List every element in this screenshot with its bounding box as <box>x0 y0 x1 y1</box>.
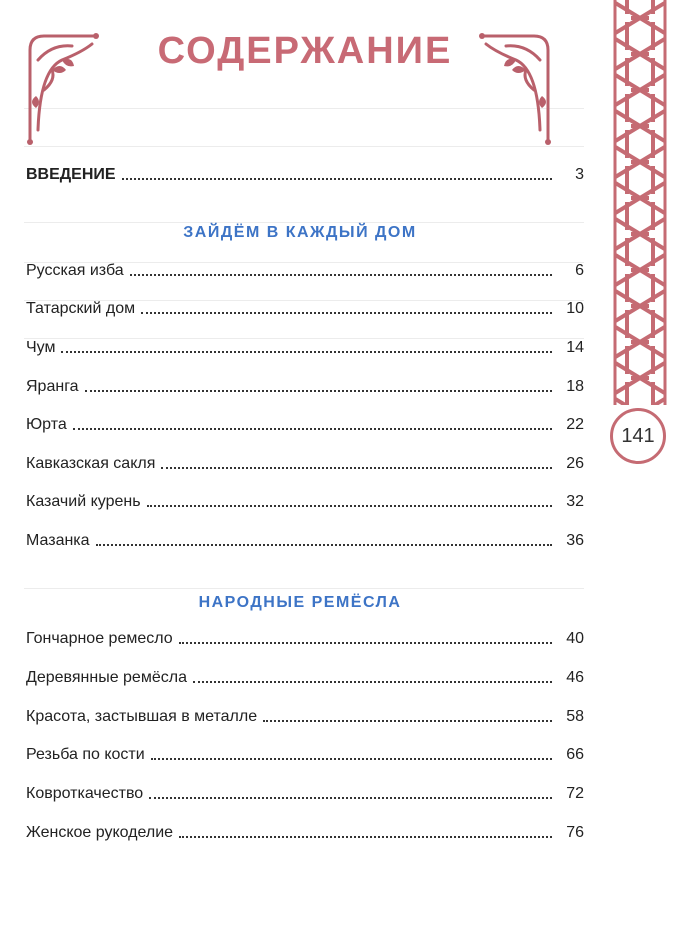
toc-entry[interactable] <box>26 378 584 396</box>
dot-leader <box>161 466 552 469</box>
toc-entry[interactable] <box>26 746 584 764</box>
dot-leader <box>193 680 552 683</box>
dot-leader <box>151 757 552 760</box>
toc-entry-title: Татарский дом <box>26 300 136 317</box>
dot-leader <box>179 641 552 644</box>
toc-entry-page: 14 <box>566 339 584 356</box>
bleed-line <box>24 588 584 589</box>
toc-entry-title: Казачий курень <box>26 493 141 510</box>
toc-entry[interactable] <box>26 455 584 473</box>
toc-entry-page: 58 <box>566 708 584 725</box>
toc-entry-title: Деревянные ремёсла <box>26 669 187 686</box>
toc-entry-page: 40 <box>566 630 584 647</box>
toc-entry[interactable] <box>26 300 584 318</box>
toc-entry[interactable] <box>26 339 584 357</box>
dot-leader <box>179 835 552 838</box>
toc-entry-page: 66 <box>566 746 584 763</box>
toc-entry-page: 3 <box>575 166 584 183</box>
page-number-badge: 141 <box>610 408 666 464</box>
toc-entry[interactable] <box>26 416 584 434</box>
toc-entry-title: Мазанка <box>26 532 90 549</box>
bleed-line <box>24 222 584 223</box>
toc-entry-title: Гончарное ремесло <box>26 630 173 647</box>
dot-leader <box>141 311 552 314</box>
dot-leader <box>122 177 552 180</box>
toc-entry-page: 10 <box>566 300 584 317</box>
toc-entry-page: 46 <box>566 669 584 686</box>
toc-entry-title: Юрта <box>26 416 67 433</box>
toc-entry[interactable] <box>26 532 584 550</box>
toc-entry-title: Ковроткачество <box>26 785 144 802</box>
toc-entry-title: Кавказская сакля <box>26 455 156 472</box>
toc-entry-title: Чум <box>26 339 56 356</box>
dot-leader <box>263 719 552 722</box>
toc-entry[interactable] <box>26 785 584 803</box>
toc-entry-title: Красота, застывшая в металле <box>26 708 258 725</box>
bleed-line <box>24 146 584 147</box>
toc-entry-title: Женское рукоделие <box>26 824 174 841</box>
toc-entry[interactable] <box>26 630 584 648</box>
toc-entry-title: ВВЕДЕНИЕ <box>26 166 116 183</box>
toc-entry-page: 22 <box>566 416 584 433</box>
toc-entry-intro[interactable] <box>26 166 584 184</box>
toc-entry-title: Русская изба <box>26 262 124 279</box>
toc-entry-page: 6 <box>575 262 584 279</box>
ornamental-border-strip-icon <box>613 0 667 405</box>
dot-leader <box>61 350 552 353</box>
toc-entry-page: 36 <box>566 532 584 549</box>
toc-entry[interactable] <box>26 262 584 280</box>
dot-leader <box>73 427 552 430</box>
dot-leader <box>149 796 552 799</box>
dot-leader <box>147 504 552 507</box>
dot-leader <box>85 389 552 392</box>
section-heading-crafts: НАРОДНЫЕ РЕМЁСЛА <box>198 594 402 611</box>
toc-entry[interactable] <box>26 493 584 511</box>
toc-entry-page: 26 <box>566 455 584 472</box>
dot-leader <box>96 543 552 546</box>
section-heading-houses: ЗАЙДЁМ В КАЖДЫЙ ДОМ <box>183 224 417 241</box>
toc-entry-page: 32 <box>566 493 584 510</box>
toc-entry-page: 72 <box>566 785 584 802</box>
toc-entry-page: 18 <box>566 378 584 395</box>
toc-entry-page: 76 <box>566 824 584 841</box>
toc-entry[interactable] <box>26 708 584 726</box>
dot-leader <box>130 273 552 276</box>
page-title: СОДЕРЖАНИЕ <box>157 30 453 72</box>
toc-entry[interactable] <box>26 669 584 687</box>
toc-entry-title: Резьба по кости <box>26 746 145 763</box>
toc-entry[interactable] <box>26 824 584 842</box>
toc-entry-title: Яранга <box>26 378 79 395</box>
